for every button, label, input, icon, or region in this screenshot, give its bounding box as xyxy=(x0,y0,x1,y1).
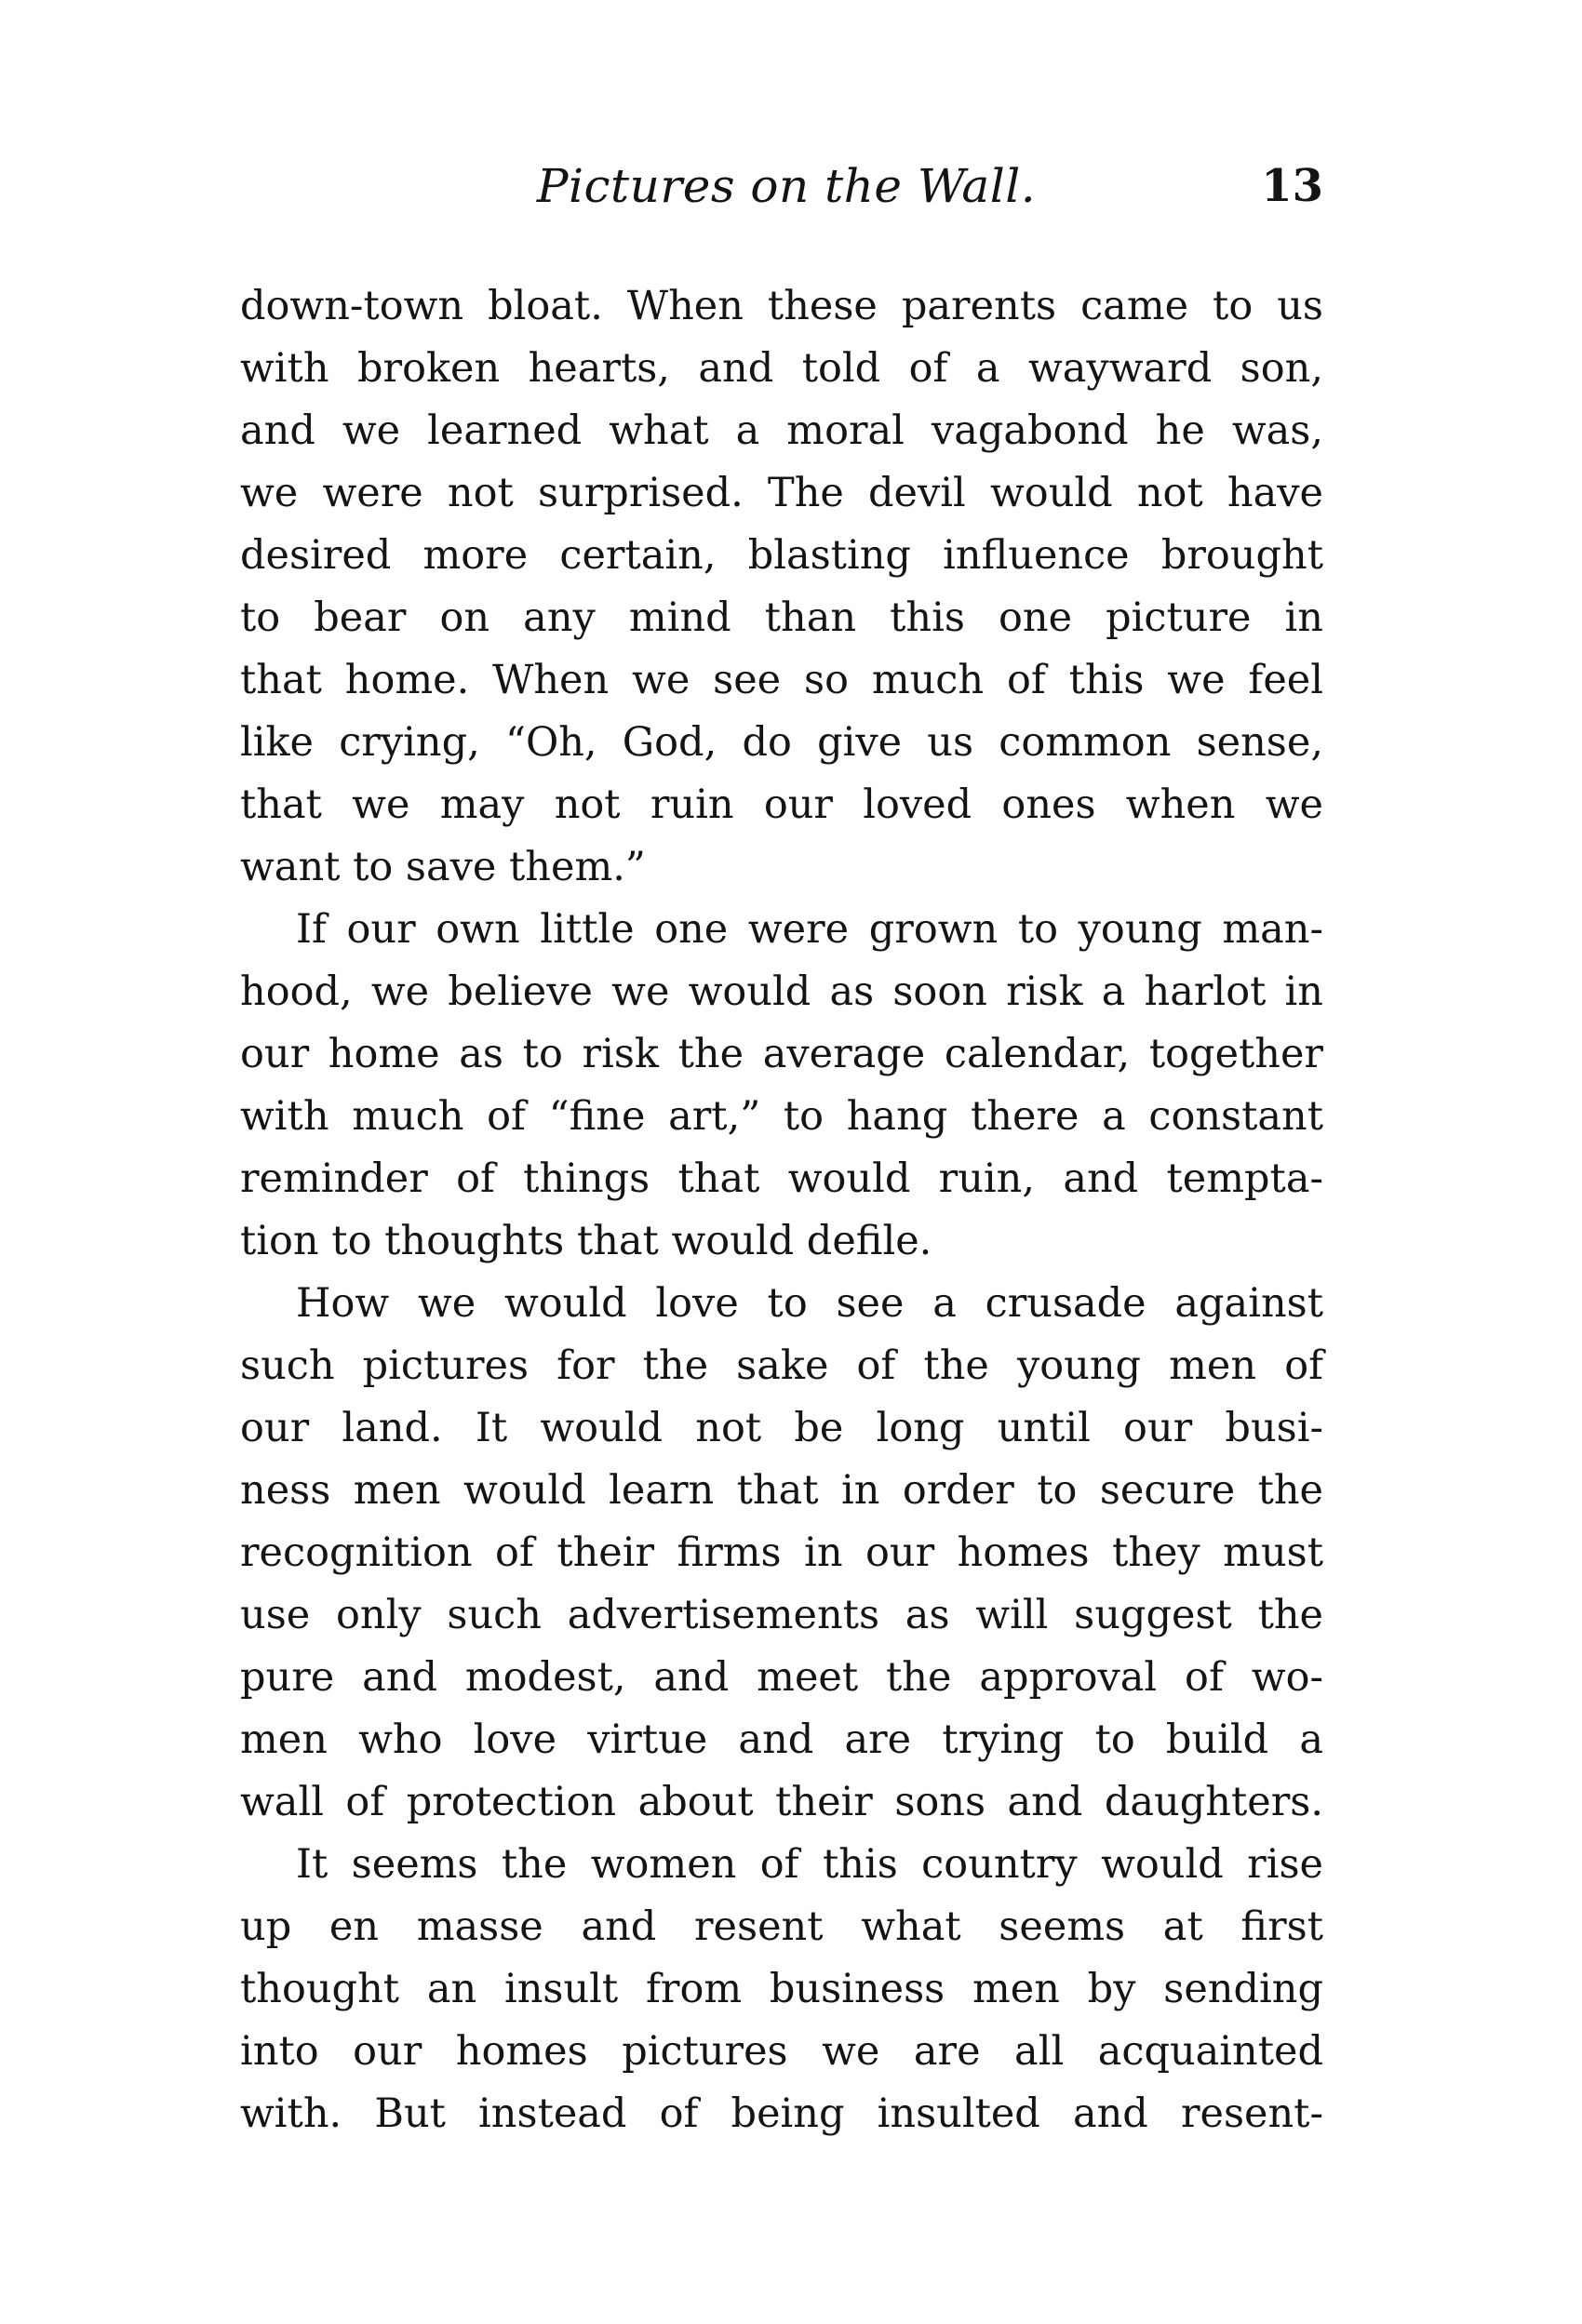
text-line: into our homes pictures we are all acquainted xyxy=(240,2028,1323,2075)
text-line: such pictures for the sake of the young men of xyxy=(240,1342,1323,1389)
running-title: Pictures on the Wall. xyxy=(536,159,1037,213)
page-number: 13 xyxy=(1261,160,1323,212)
text-line: men who love virtue and are trying to build a xyxy=(240,1716,1323,1763)
text-line: and we learned what a moral vagabond he was, xyxy=(240,407,1323,454)
text-line: with much of “fine art,” to hang there a constant xyxy=(240,1093,1323,1140)
text-line: our home as to risk the average calendar, together xyxy=(240,1031,1323,1077)
text-line: pure and modest, and meet the approval of wo- xyxy=(240,1654,1323,1701)
text-line: with. But instead of being insulted and resent- xyxy=(240,2090,1323,2137)
text-line: we were not surprised. The devil would not have xyxy=(240,470,1323,516)
text-line: with broken hearts, and told of a wayward son, xyxy=(240,345,1323,392)
paragraph-3 xyxy=(240,1273,1323,1834)
text-line: hood, we believe we would as soon risk a harlot in xyxy=(240,968,1323,1015)
text-line: up en masse and resent what seems at first xyxy=(240,1903,1323,1950)
text-line: wall of protection about their sons and daughters. xyxy=(240,1779,1323,1825)
text-line: use only such advertisements as will suggest the xyxy=(240,1592,1323,1638)
text-line: down-town bloat. When these parents came to us xyxy=(240,283,1323,329)
text-line: that we may not ruin our loved ones when we xyxy=(240,781,1323,828)
body-text xyxy=(240,275,1323,2145)
text-line: How we would love to see a crusade against xyxy=(296,1280,1323,1327)
text-line: ness men would learn that in order to secure the xyxy=(240,1467,1323,1514)
text-line: If our own little one were grown to young man- xyxy=(296,906,1323,953)
text-line: our land. It would not be long until our busi- xyxy=(240,1405,1323,1451)
running-head xyxy=(240,149,1323,223)
text-line: that home. When we see so much of this we feel xyxy=(240,657,1323,703)
text-line: to bear on any mind than this one picture in xyxy=(240,594,1323,641)
text-line: reminder of things that would ruin, and tempta- xyxy=(240,1155,1323,1202)
paragraph-1 xyxy=(240,275,1323,899)
paragraph-2 xyxy=(240,899,1323,1273)
text-line: tion to thoughts that would defile. xyxy=(240,1218,932,1264)
text-line: desired more certain, blasting influence brought xyxy=(240,532,1323,579)
text-line: want to save them.” xyxy=(240,844,646,890)
paragraph-4 xyxy=(240,1834,1323,2145)
text-line: It seems the women of this country would rise xyxy=(296,1841,1323,1888)
text-line: recognition of their firms in our homes they must xyxy=(240,1529,1323,1576)
text-line: thought an insult from business men by sending xyxy=(240,1966,1323,2012)
text-line: like crying, “Oh, God, do give us common sense, xyxy=(240,719,1323,766)
